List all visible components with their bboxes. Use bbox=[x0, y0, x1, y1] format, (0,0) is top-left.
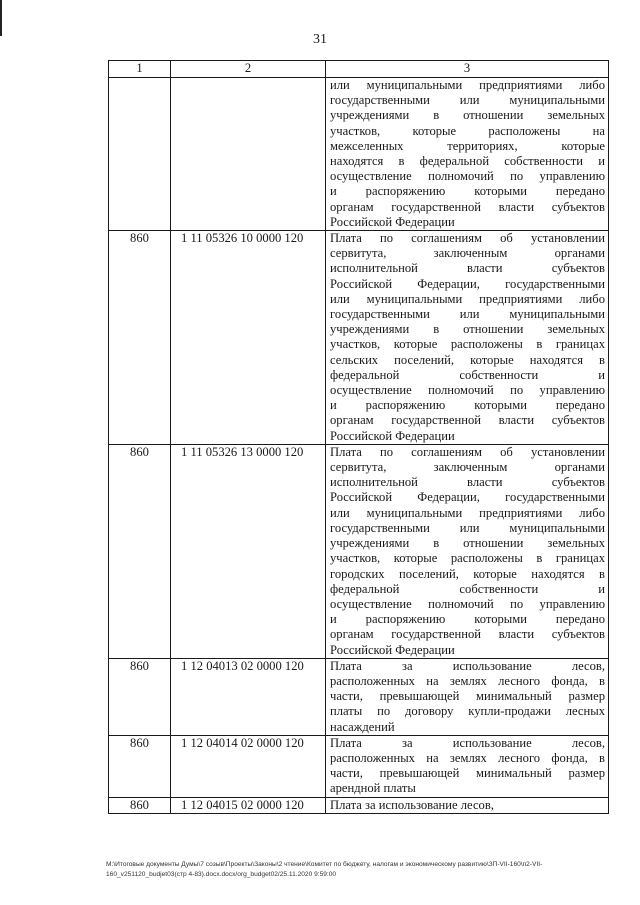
description-line: или муниципальными предприятиями либо bbox=[330, 291, 605, 306]
description-line: исполнительной власти субъектов bbox=[330, 261, 605, 276]
description-line: расположенных на землях лесного фонда, в bbox=[330, 750, 605, 765]
table-row bbox=[109, 735, 609, 797]
description-line: межселенных территориях, которые bbox=[330, 138, 605, 153]
description-line: или муниципальными предприятиями либо bbox=[330, 78, 605, 92]
description-line: государственными или муниципальными bbox=[330, 93, 605, 108]
admin-code-cell: 860 bbox=[109, 444, 171, 658]
table-row bbox=[109, 231, 609, 445]
description-line: Плата за использование лесов, bbox=[330, 658, 605, 673]
description-cell bbox=[326, 658, 609, 735]
description-line: осуществление полномочий по управлению bbox=[330, 383, 605, 398]
budget-code-cell: 1 11 05326 10 0000 120 bbox=[171, 231, 326, 445]
header-col-2: 2 bbox=[171, 61, 326, 78]
admin-code-cell: 860 bbox=[109, 658, 171, 735]
revenue-codes-table bbox=[108, 60, 609, 814]
description-line: федеральной собственности и bbox=[330, 581, 605, 596]
description-line: учреждениями в отношении земельных bbox=[330, 322, 605, 337]
file-path-footer bbox=[106, 860, 618, 880]
description-line: исполнительной власти субъектов bbox=[330, 475, 605, 490]
description-line: осуществление полномочий по управлению bbox=[330, 596, 605, 611]
description-line: осуществление полномочий по управлению bbox=[330, 169, 605, 184]
description-line: расположенных на землях лесного фонда, в bbox=[330, 673, 605, 688]
description-line: Российской Федерации bbox=[330, 642, 455, 657]
description-line: насаждений bbox=[330, 719, 395, 734]
description-line: Российской Федерации, государственными bbox=[330, 490, 605, 505]
description-line: части, превышающей минимальный размер bbox=[330, 689, 605, 704]
admin-code-cell: 860 bbox=[109, 797, 171, 813]
description-line: Плата по соглашениям об установлении bbox=[330, 444, 605, 459]
description-line: сервитута, заключенным органами bbox=[330, 246, 605, 261]
description-line: Плата по соглашениям об установлении bbox=[330, 231, 605, 246]
description-line: участков, которые расположены в границах bbox=[330, 337, 605, 352]
description-line: и распоряжению которыми передано bbox=[330, 398, 605, 413]
scan-edge-mark bbox=[0, 0, 2, 36]
description-line: органам государственной власти субъектов bbox=[330, 413, 605, 428]
description-line: учреждениями в отношении земельных bbox=[330, 536, 605, 551]
description-line: части, превышающей минимальный размер bbox=[330, 766, 605, 781]
description-cell bbox=[326, 444, 609, 658]
description-line: федеральной собственности и bbox=[330, 367, 605, 382]
table-row bbox=[109, 658, 609, 735]
description-line: государственными или муниципальными bbox=[330, 520, 605, 535]
description-line: сельских поселений, которые находятся в bbox=[330, 352, 605, 367]
page-number: 31 bbox=[313, 32, 327, 47]
table-row bbox=[109, 78, 609, 231]
description-cell bbox=[326, 735, 609, 797]
admin-code-cell: 860 bbox=[109, 231, 171, 445]
description-line: городских поселений, которые находятся в bbox=[330, 566, 605, 581]
header-col-3: 3 bbox=[326, 61, 609, 78]
description-line: участков, которые расположены на bbox=[330, 123, 605, 138]
description-line: Российской Федерации bbox=[330, 214, 455, 229]
admin-code-cell bbox=[109, 78, 171, 231]
budget-code-cell: 1 11 05326 13 0000 120 bbox=[171, 444, 326, 658]
table-body bbox=[109, 78, 609, 814]
description-cell bbox=[326, 797, 609, 813]
description-line: сервитута, заключенным органами bbox=[330, 460, 605, 475]
description-line: государственными или муниципальными bbox=[330, 307, 605, 322]
description-line: Плата за использование лесов, bbox=[330, 797, 494, 812]
description-line: Российской Федерации bbox=[330, 428, 455, 443]
table-row bbox=[109, 444, 609, 658]
description-line: органам государственной власти субъектов bbox=[330, 627, 605, 642]
table-header bbox=[109, 61, 609, 78]
description-line: арендной платы bbox=[330, 781, 416, 796]
description-line: участков, которые расположены в границах bbox=[330, 551, 605, 566]
table-row bbox=[109, 797, 609, 813]
footer-line-2: 160_v251120_budjet03(стр 4-83).docx.docx/org_budget02/25.11.2020 9:59:00 bbox=[106, 871, 337, 878]
header-col-1: 1 bbox=[109, 61, 171, 78]
budget-code-cell: 1 12 04013 02 0000 120 bbox=[171, 658, 326, 735]
description-line: учреждениями в отношении земельных bbox=[330, 108, 605, 123]
description-line: платы по договору купли-продажи лесных bbox=[330, 704, 605, 719]
description-line: Российской Федерации, государственными bbox=[330, 276, 605, 291]
description-line: и распоряжению которыми передано bbox=[330, 184, 605, 199]
budget-code-cell: 1 12 04015 02 0000 120 bbox=[171, 797, 326, 813]
budget-code-cell bbox=[171, 78, 326, 231]
description-line: находятся в федеральной собственности и bbox=[330, 154, 605, 169]
budget-code-cell: 1 12 04014 02 0000 120 bbox=[171, 735, 326, 797]
admin-code-cell: 860 bbox=[109, 735, 171, 797]
description-line: органам государственной власти субъектов bbox=[330, 199, 605, 214]
description-line: и распоряжению которыми передано bbox=[330, 612, 605, 627]
description-cell bbox=[326, 231, 609, 445]
description-line: Плата за использование лесов, bbox=[330, 735, 605, 750]
footer-line-1: M:\Итоговые документы Думы\7 созыв\Проекты\Законы\2 чтение\Комитет по бюджету, налогам и экономическому развитию\ЗП-VII-160\п2-VII- bbox=[106, 861, 543, 868]
description-line: или муниципальными предприятиями либо bbox=[330, 505, 605, 520]
description-cell bbox=[326, 78, 609, 231]
